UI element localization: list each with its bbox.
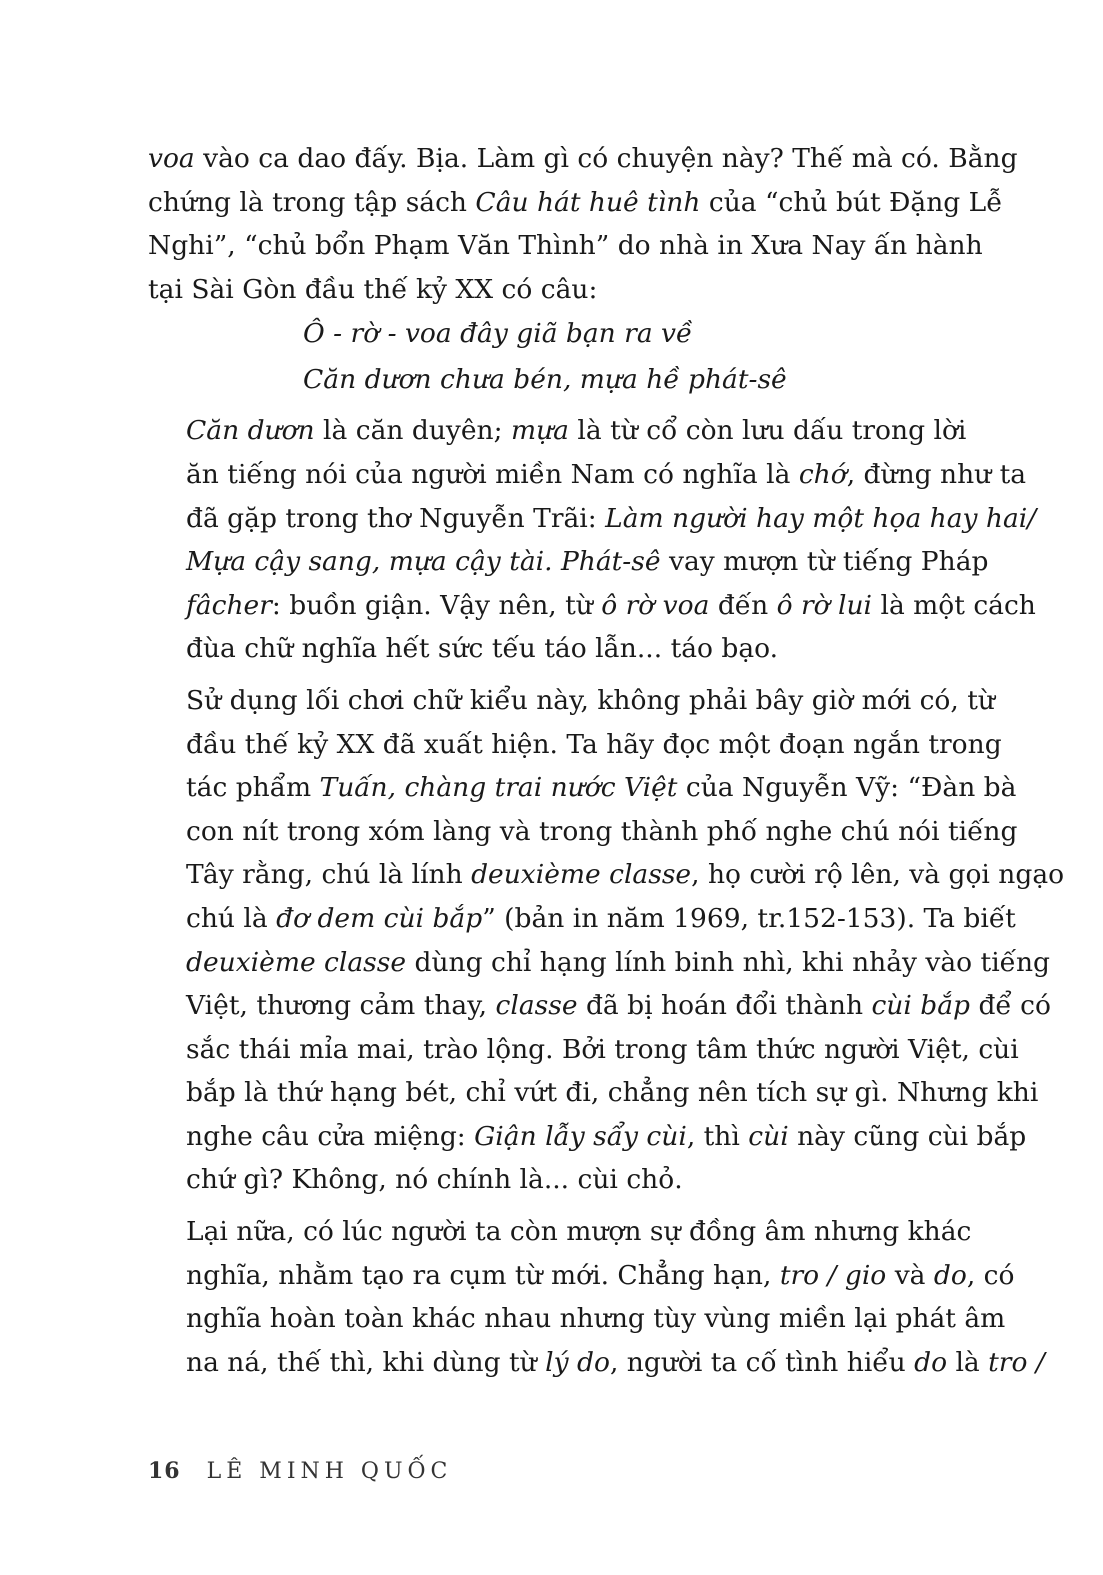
text-line: na ná, thế thì, khi dùng từ lý do, người ta cố tình hiểu do là tro / xyxy=(186,1346,1045,1378)
body-text xyxy=(148,137,1065,1384)
text-line: tại Sài Gòn đầu thế kỷ XX có câu: xyxy=(148,273,598,305)
verse-line: Ô - rờ - voa đây giã bạn ra về xyxy=(303,318,693,350)
paragraph-4 xyxy=(148,1210,1045,1384)
text-line: Nghi”, “chủ bổn Phạm Văn Thình” do nhà in Xưa Nay ấn hành xyxy=(148,230,983,262)
verse-quote xyxy=(148,311,950,403)
page-number: 16 xyxy=(148,1458,181,1484)
text-line: sắc thái mỉa mai, trào lộng. Bởi trong tâm thức người Việt, cùi xyxy=(186,1033,1019,1065)
text-line: đầu thế kỷ XX đã xuất hiện. Ta hãy đọc một đoạn ngắn trong xyxy=(186,728,1002,760)
text-line: nghĩa, nhằm tạo ra cụm từ mới. Chẳng hạn, tro / gio và do, có xyxy=(186,1259,1015,1291)
page-footer xyxy=(148,1458,452,1484)
text-line: Sử dụng lối chơi chữ kiểu này, không phải bây giờ mới có, từ xyxy=(186,684,995,716)
text-line: Lại nữa, có lúc người ta còn mượn sự đồng âm nhưng khác xyxy=(186,1216,972,1248)
text-line: Việt, thương cảm thay, classe đã bị hoán đổi thành cùi bắp để có xyxy=(186,990,1051,1022)
text-line: đùa chữ nghĩa hết sức tếu táo lẫn... táo bạo. xyxy=(186,633,779,665)
text-line: nghe câu cửa miệng: Giận lẫy sẩy cùi, thì cùi này cũng cùi bắp xyxy=(186,1120,1027,1152)
text-line: nghĩa hoàn toàn khác nhau nhưng tùy vùng miền lại phát âm xyxy=(186,1303,1006,1335)
text-line: tác phẩm Tuấn, chàng trai nước Việt của Nguyễn Vỹ: “Đàn bà xyxy=(186,772,1017,804)
text-line: bắp là thứ hạng bét, chỉ vứt đi, chẳng nên tích sự gì. Nhưng khi xyxy=(186,1077,1039,1109)
text-line: deuxième classe dùng chỉ hạng lính binh nhì, khi nhảy vào tiếng xyxy=(186,946,1051,978)
text-line: Căn dươn là căn duyên; mựa là từ cổ còn lưu dấu trong lời xyxy=(186,415,967,447)
paragraph-2 xyxy=(148,409,1037,671)
text-line: Mựa cậy sang, mựa cậy tài. Phát-sê vay mượn từ tiếng Pháp xyxy=(186,546,989,578)
text-line: đã gặp trong thơ Nguyễn Trãi: Làm người hay một họa hay hai/ xyxy=(186,502,1037,534)
paragraph-3 xyxy=(148,679,1065,1202)
paragraph-1 xyxy=(148,137,1018,311)
text-line: con nít trong xóm làng và trong thành phố nghe chú nói tiếng xyxy=(186,815,1018,847)
verse-line: Căn dươn chưa bén, mựa hề phát-sê xyxy=(303,364,787,396)
text-line: chứng là trong tập sách Câu hát huê tình của “chủ bút Đặng Lễ xyxy=(148,186,1003,218)
text-line: ăn tiếng nói của người miền Nam có nghĩa là chớ, đừng như ta xyxy=(186,458,1027,490)
text-line: Tây rằng, chú là lính deuxième classe, họ cười rộ lên, và gọi ngạo xyxy=(186,859,1065,891)
text-line: voa vào ca dao đấy. Bịa. Làm gì có chuyện này? Thế mà có. Bằng xyxy=(148,143,1018,174)
text-line: chứ gì? Không, nó chính là... cùi chỏ. xyxy=(186,1164,683,1196)
text-line: fâcher: buồn giận. Vậy nên, từ ô rờ voa đến ô rờ lui là một cách xyxy=(186,589,1036,621)
text-line: chú là đơ dem cùi bắp” (bản in năm 1969, tr.152-153). Ta biết xyxy=(186,902,1016,934)
author-name: LÊ MINH QUỐC xyxy=(206,1459,453,1484)
